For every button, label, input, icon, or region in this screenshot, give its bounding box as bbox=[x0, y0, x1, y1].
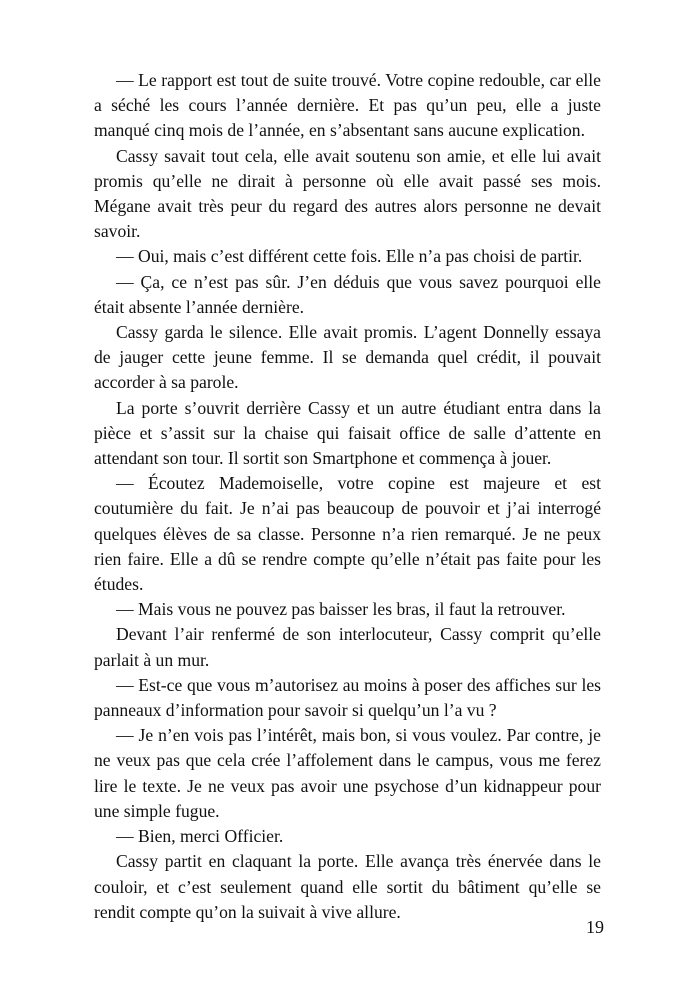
paragraph: — Bien, merci Officier. bbox=[116, 826, 284, 847]
paragraph: — Le rapport est tout de suite trouvé. Votre copine redouble, car elle a séché les cours l’année dernière. Et pas qu’un peu, elle a juste manqué cinq mois de l’année, en s’absentant sans aucune explication. bbox=[94, 70, 601, 141]
paragraph: Cassy garda le silence. Elle avait promis. L’agent Donnelly essaya de jauger cette jeune femme. Il se demanda quel crédit, il pouvait accorder à sa parole. bbox=[94, 322, 601, 393]
paragraph: — Je n’en vois pas l’intérêt, mais bon, si vous voulez. Par contre, je ne veux pas que cela crée l’affolement dans le campus, vous me ferez lire le texte. Je ne veux pas avoir une psychose d’un kidnappeur pour une simple fugue. bbox=[94, 725, 601, 821]
paragraph: Cassy savait tout cela, elle avait soutenu son amie, et elle lui avait promis qu’elle ne dirait à personne où elle avait passé ses mois. Mégane avait très peur du regard des autres alors personne ne devait savoir. bbox=[94, 145, 601, 242]
paragraph: — Écoutez Mademoiselle, votre copine est majeure et est coutumière du fait. Je n’ai pas beaucoup de pouvoir et j’ai interrogé quelques élèves de sa classe. Personne n’a rien remarqué. Je ne peux rien faire. Elle a dû se rendre compte qu’elle n’était pas faite pour les études. bbox=[94, 473, 601, 595]
page-number: 19 bbox=[586, 917, 604, 937]
paragraph: — Oui, mais c’est différent cette fois. Elle n’a pas choisi de partir. bbox=[116, 246, 583, 267]
body-text bbox=[94, 68, 601, 925]
paragraph: La porte s’ouvrit derrière Cassy et un autre étudiant entra dans la pièce et s’assit sur la chaise qui faisait office de salle d’attente en attendant son tour. Il sortit son Smartphone et commença à jouer. bbox=[94, 397, 601, 469]
paragraph: Cassy partit en claquant la porte. Elle avança très énervée dans le couloir, et c’est seulement quand elle sortit du bâtiment qu’elle se rendit compte qu’on la suivait à vive allure. bbox=[94, 851, 601, 922]
paragraph: — Est-ce que vous m’autorisez au moins à poser des affiches sur les panneaux d’information pour savoir si quelqu’un l’a vu ? bbox=[94, 674, 601, 721]
paragraph: — Mais vous ne pouvez pas baisser les bras, il faut la retrouver. bbox=[116, 599, 566, 620]
paragraph: — Ça, ce n’est pas sûr. J’en déduis que vous savez pourquoi elle était absente l’année dernière. bbox=[94, 271, 601, 317]
paragraph: Devant l’air renfermé de son interlocuteur, Cassy comprit qu’elle parlait à un mur. bbox=[94, 624, 601, 670]
